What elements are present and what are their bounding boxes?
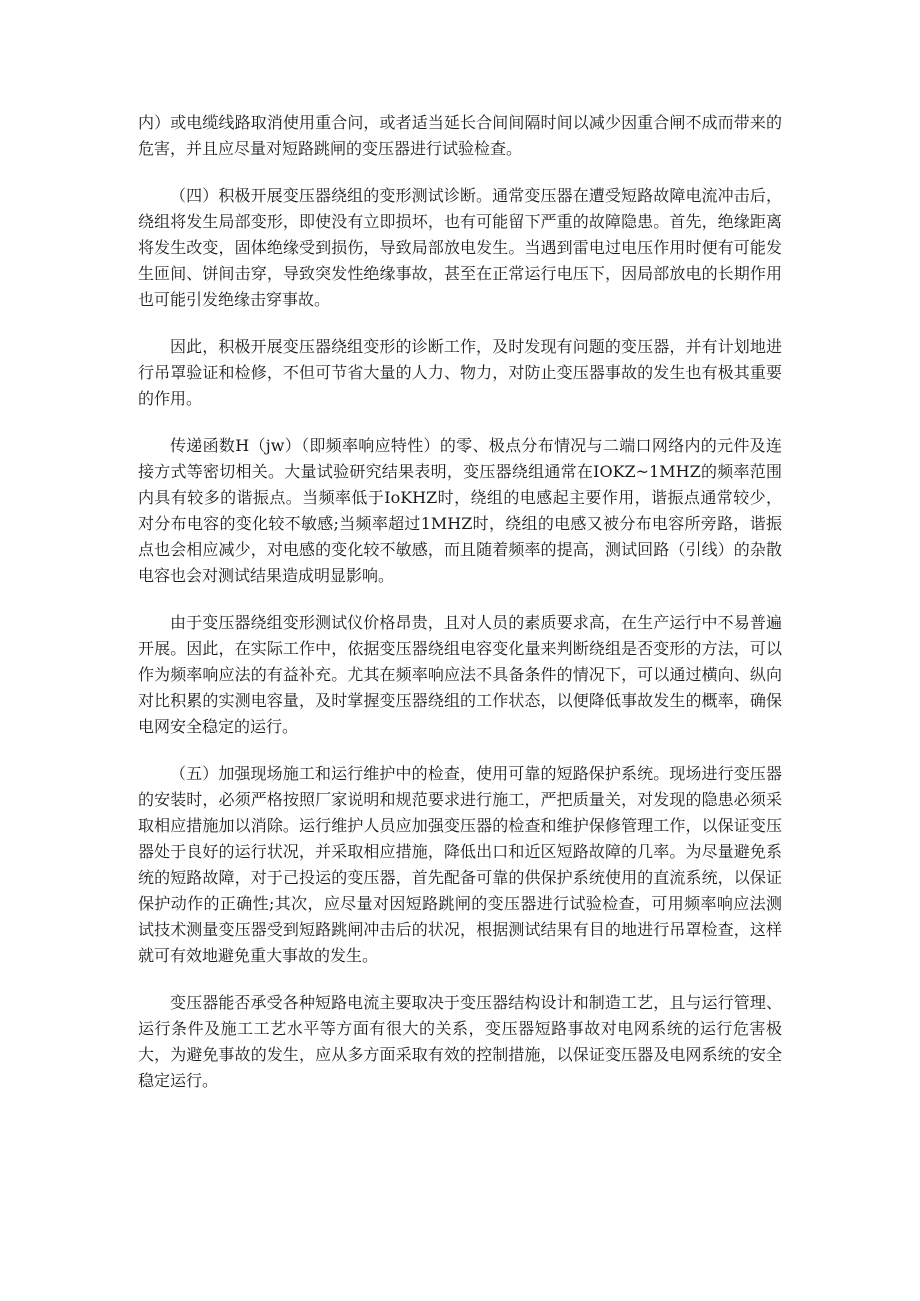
paragraph-6: （五）加强现场施工和运行维护中的检查，使用可靠的短路保护系统。现场进行变压器的安装时，必须严格按照厂家说明和规范要求进行施工，严把质量关，对发现的隐患必须采取相应措施加以消除。运行维护人员应加强变压器的检查和维护保修管理工作，以保证变压器处于良好的运行状况，并采取相应措施，降低出口和近区短路故障的几率。为尽量避免系统的短路故障，对于己投运的变压器，首先配备可靠的供保护系统使用的直流系统，以保证保护动作的正确性;其次，应尽量对因短路跳闸的变压器进行试验检查，可用频率响应法测试技术测量变压器受到短路跳闸冲击后的状况，根据测试结果有目的地进行吊罩检查，这样就可有效地避免重大事故的发生。 (138, 764, 782, 965)
document-body (138, 110, 782, 1094)
paragraph-5: 由于变压器绕组变形测试仪价格昂贵，且对人员的素质要求高，在生产运行中不易普遍开展。因此，在实际工作中，依据变压器绕组电容变化量来判断绕组是否变形的方法，可以作为频率响应法的有益补充。尤其在频率响应法不具备条件的情况下，可以通过横向、纵向对比积累的实测电容量，及时掌握变压器绕组的工作状态，以便降低事故发生的概率，确保电网安全稳定的运行。 (138, 613, 782, 736)
paragraph-4: 传递函数H（jw）（即频率响应特性）的零、极点分布情况与二端口网络内的元件及连接方式等密切相关。大量试验研究结果表明，变压器绕组通常在IOKZ~1MHZ的频率范围内具有较多的谐振点。当频率低于IoKHZ时，绕组的电感起主要作用，谐振点通常较少，对分布电容的变化较不敏感;当频率超过1MHZ时，绕组的电感又被分布电容所旁路，谐振点也会相应减少，对电感的变化较不敏感，而且随着频率的提高，测试回路（引线）的杂散电容也会对测试结果造成明显影响。 (138, 436, 782, 585)
paragraph-3: 因此，积极开展变压器绕组变形的诊断工作，及时发现有问题的变压器，并有计划地进行吊罩验证和检修，不但可节省大量的人力、物力，对防止变压器事故的发生也有极其重要的作用。 (138, 337, 782, 408)
paragraph-2: （四）积极开展变压器绕组的变形测试诊断。通常变压器在遭受短路故障电流冲击后，绕组将发生局部变形，即使没有立即损坏，也有可能留下严重的故障隐患。首先，绝缘距离将发生改变，固体绝缘受到损伤，导致局部放电发生。当遇到雷电过电压作用时便有可能发生匝间、饼间击穿，导致突发性绝缘事故，甚至在正常运行电压下，因局部放电的长期作用也可能引发绝缘击穿事故。 (138, 186, 782, 309)
paragraph-7: 变压器能否承受各种短路电流主要取决于变压器结构设计和制造工艺，且与运行管理、运行条件及施工工艺水平等方面有很大的关系，变压器短路事故对电网系统的运行危害极大，为避免事故的发生，应从多方面采取有效的控制措施，以保证变压器及电网系统的安全稳定运行。 (138, 993, 782, 1090)
paragraph-1: 内）或电缆线路取消使用重合问，或者适当延长合间间隔时间以减少因重合闸不成而带来的危害，并且应尽量对短路跳闸的变压器进行试验检查。 (138, 113, 782, 158)
